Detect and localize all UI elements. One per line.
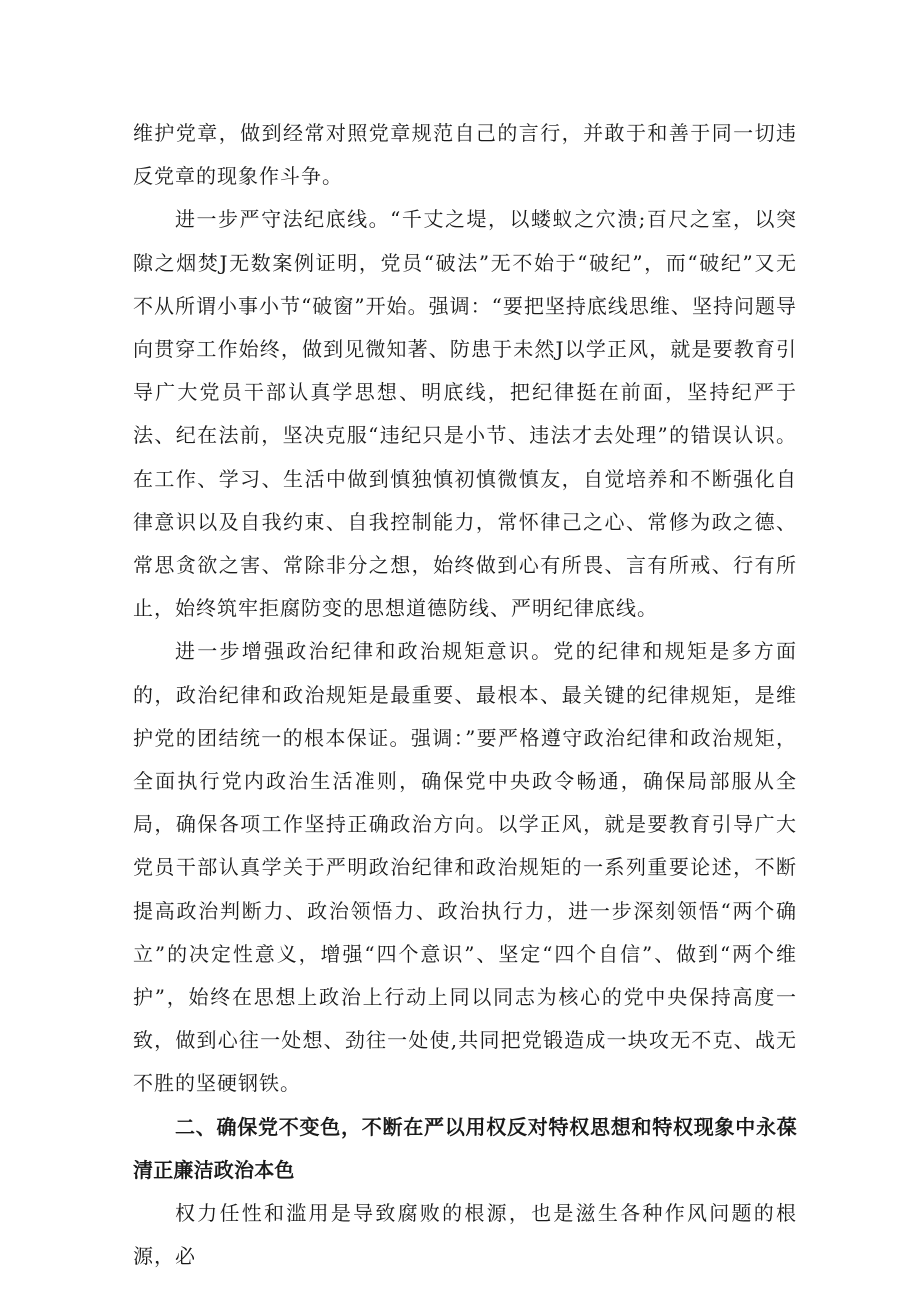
document-body (133, 112, 797, 1278)
paragraph-continuation: 维护党章，做到经常对照党章规范自己的言行，并敢于和善于同一切违反党章的现象作斗争。 (133, 121, 797, 189)
paragraph-law-discipline-baseline: 进一步严守法纪底线。“千丈之堤，以蝼蚁之穴溃;百尺之室，以突隙之烟焚J无数案例证明，党员“破法”无不始于“破纪”，而“破纪”又无不从所谓小事小节“破窗”开始。强调：“要把坚持底线思维、坚持问题导向贯穿工作始终，做到见微知著、防患于未然J以学正风，就是要教育引导广大党员干部认真学思想、明底线，把纪律挺在前面，坚持纪严于法、纪在法前，坚决克服“违纪只是小节、违法才去处理”的错误认识。在工作、学习、生活中做到慎独慎初慎微慎友，自觉培养和不断强化自律意识以及自我约束、自我控制能力，常怀律己之心、常修为政之德、常思贪欲之害、常除非分之想，始终做到心有所畏、言有所戒、行有所止，始终筑牢拒腐防变的思想道德防线、严明纪律底线。 (133, 207, 797, 621)
section-heading-two: 二、确保党不变色，不断在严以用权反对特权思想和特权现象中永葆清正廉洁政治本色 (133, 1114, 797, 1182)
paragraph-power-abuse: 权力任性和滥用是导致腐败的根源，也是滋生各种作风问题的根源，必 (133, 1201, 797, 1269)
paragraph-political-discipline: 进一步增强政治纪律和政治规矩意识。党的纪律和规矩是多方面的，政治纪律和政治规矩是最重要、最根本、最关键的纪律规矩，是维护党的团结统一的根本保证。强调：”要严格遵守政治纪律和政治规矩，全面执行党内政治生活准则，确保党中央政令畅通，确保局部服从全局，确保各项工作坚持正确政治方向。以学正风，就是要教育引导广大党员干部认真学关于严明政治纪律和政治规矩的一系列重要论述，不断提高政治判断力、政治领悟力、政治执行力，进一步深刻领悟“两个确立”的决定性意义，增强“四个意识”、坚定“四个自信”、做到“两个维护”，始终在思想上政治上行动上同以同志为核心的党中央保持高度一致，做到心往一处想、劲往一处使,共同把党锻造成一块攻无不克、战无不胜的坚硬钢铁。 (133, 639, 797, 1096)
